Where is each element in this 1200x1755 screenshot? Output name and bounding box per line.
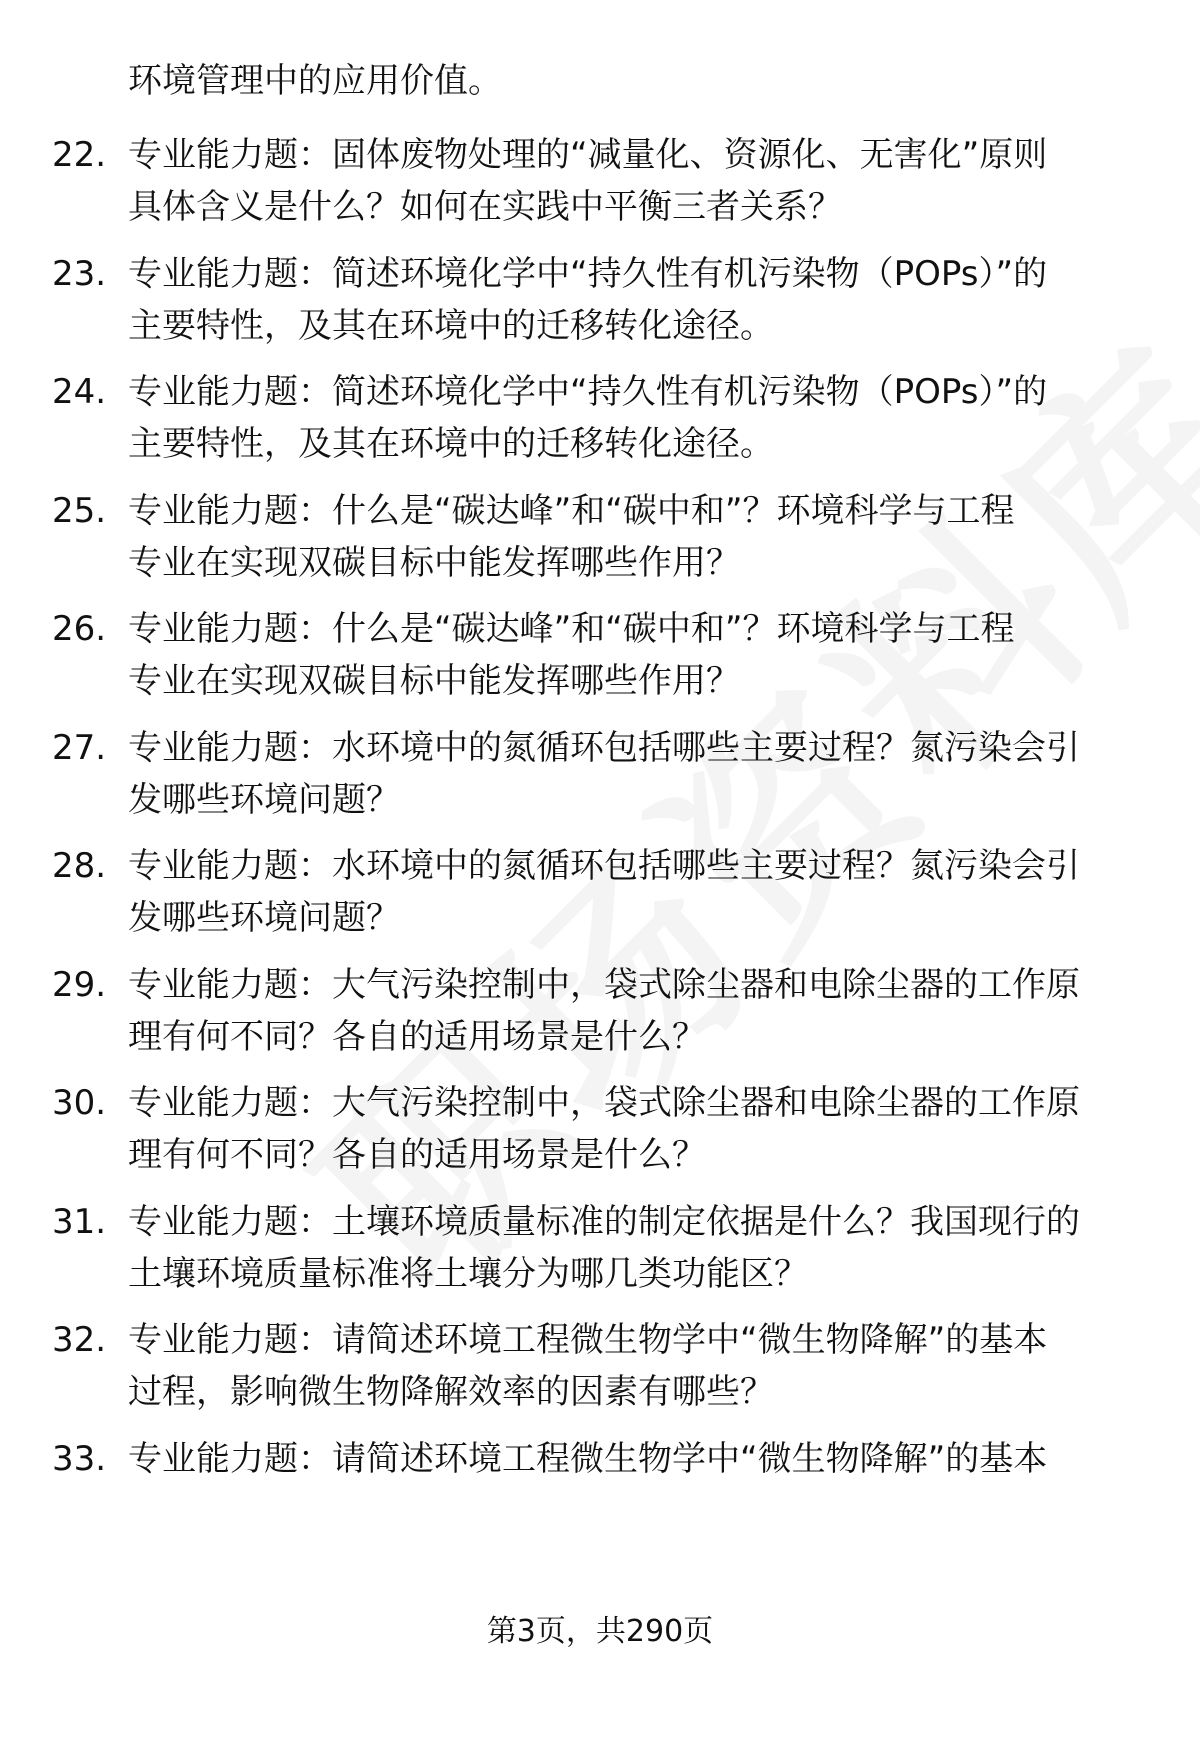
- item-text-line: 专业能力题：大气污染控制中，袋式除尘器和电除尘器的工作原: [128, 1083, 1080, 1123]
- item-number: 32.: [52, 1320, 107, 1360]
- item-text: [128, 1196, 1158, 1300]
- item-text-line: 专业能力题：土壤环境质量标准的制定依据是什么？我国现行的: [128, 1202, 1080, 1242]
- item-number: 27.: [52, 728, 107, 768]
- item-text-line: 发哪些环境问题？: [128, 780, 400, 820]
- item-text: [128, 959, 1158, 1063]
- item-text-line: 过程，影响微生物降解效率的因素有哪些？: [128, 1372, 774, 1412]
- item-number: 24.: [52, 372, 107, 412]
- item-text-line: 专业能力题：大气污染控制中，袋式除尘器和电除尘器的工作原: [128, 965, 1080, 1005]
- item-text-line: 专业能力题：固体废物处理的“减量化、资源化、无害化”原则: [128, 135, 1048, 175]
- item-number: 25.: [52, 491, 107, 531]
- item-text-line: 具体含义是什么？如何在实践中平衡三者关系？: [128, 187, 842, 227]
- item-text: [128, 485, 1158, 589]
- item-text-line: 专业在实现双碳目标中能发挥哪些作用？: [128, 661, 740, 701]
- item-number: 23.: [52, 254, 107, 294]
- item-text-line: 专业能力题：请简述环境工程微生物学中“微生物降解”的基本: [128, 1439, 1048, 1479]
- item-text-line: 专业在实现双碳目标中能发挥哪些作用？: [128, 543, 740, 583]
- item-text: [128, 248, 1158, 352]
- item-text-line: 专业能力题：什么是“碳达峰”和“碳中和”？环境科学与工程: [128, 609, 1015, 649]
- item-number: 33.: [52, 1439, 107, 1479]
- item-number: 22.: [52, 135, 107, 175]
- continuation-text: 环境管理中的应用价值。: [128, 61, 502, 101]
- item-text-line: 专业能力题：简述环境化学中“持久性有机污染物（POPs）”的: [128, 254, 1048, 294]
- item-text-line: 专业能力题：简述环境化学中“持久性有机污染物（POPs）”的: [128, 372, 1048, 412]
- item-text: [128, 603, 1158, 707]
- item-number: 26.: [52, 609, 107, 649]
- item-number: 31.: [52, 1202, 107, 1242]
- item-text: [128, 366, 1158, 470]
- item-text: [128, 1077, 1158, 1181]
- item-text: [128, 1314, 1158, 1418]
- item-text-line: 理有何不同？各自的适用场景是什么？: [128, 1017, 706, 1057]
- item-text-line: 专业能力题：什么是“碳达峰”和“碳中和”？环境科学与工程: [128, 491, 1015, 531]
- item-number: 30.: [52, 1083, 107, 1123]
- item-text: [128, 129, 1158, 233]
- item-number: 28.: [52, 846, 107, 886]
- item-text-line: 理有何不同？各自的适用场景是什么？: [128, 1135, 706, 1175]
- item-text-line: 主要特性，及其在环境中的迁移转化途径。: [128, 424, 774, 464]
- item-text-line: 专业能力题：请简述环境工程微生物学中“微生物降解”的基本: [128, 1320, 1048, 1360]
- item-text-line: 主要特性，及其在环境中的迁移转化途径。: [128, 306, 774, 346]
- item-text-line: 发哪些环境问题？: [128, 898, 400, 938]
- item-number: 29.: [52, 965, 107, 1005]
- item-text: [128, 840, 1158, 944]
- item-text-line: 专业能力题：水环境中的氮循环包括哪些主要过程？氮污染会引: [128, 728, 1080, 768]
- item-text-line: 土壤环境质量标准将土壤分为哪几类功能区？: [128, 1254, 808, 1294]
- page-footer: 第3页，共290页: [486, 1614, 714, 1649]
- item-text-line: 专业能力题：水环境中的氮循环包括哪些主要过程？氮污染会引: [128, 846, 1080, 886]
- item-text: [128, 722, 1158, 826]
- item-text: [128, 1433, 1158, 1485]
